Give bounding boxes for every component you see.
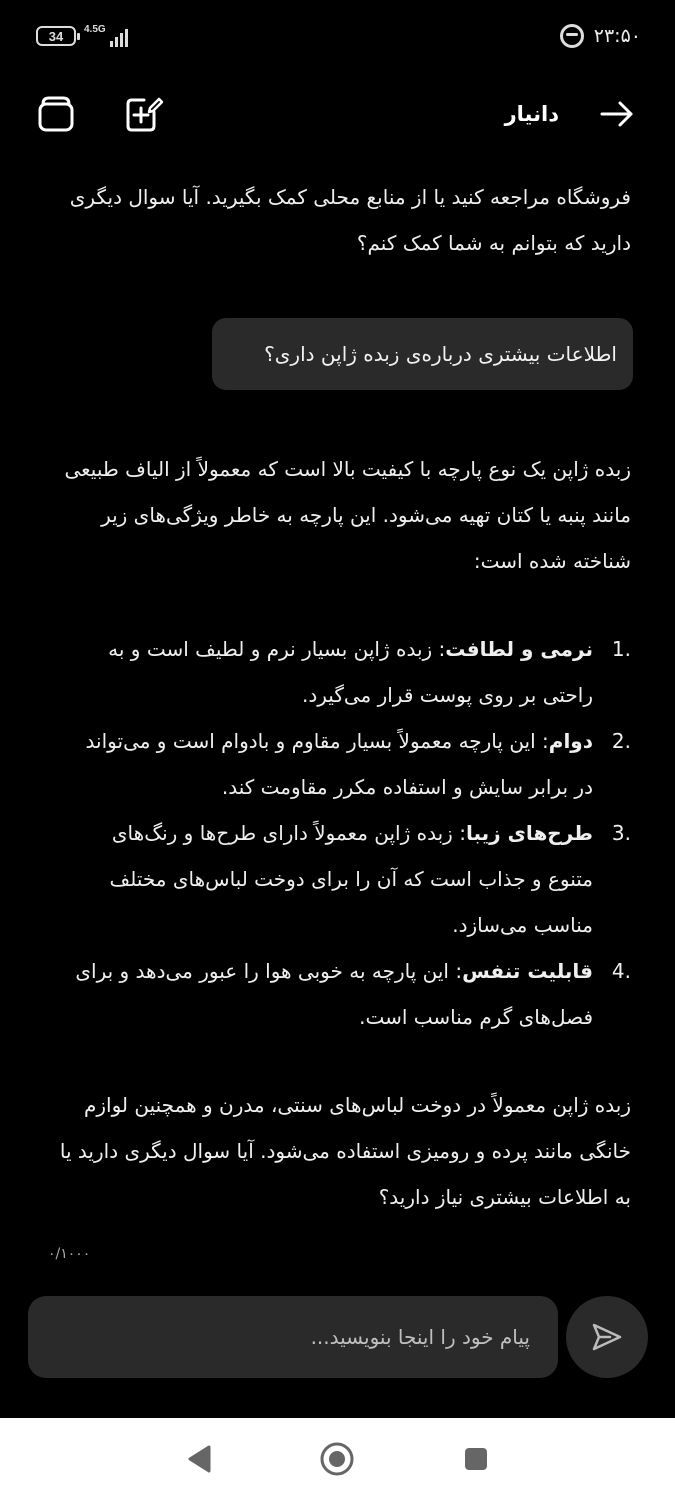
history-button[interactable] — [34, 92, 78, 136]
user-message: اطلاعات بیشتری درباره‌ی زبده ژاپن داری؟ — [212, 318, 633, 390]
page-title: دانیار — [504, 102, 559, 126]
new-chat-icon — [124, 94, 164, 134]
recents-square-icon — [463, 1446, 489, 1472]
list-item — [70, 948, 631, 1040]
list-item — [70, 626, 631, 718]
send-icon — [590, 1322, 624, 1352]
list-number: 2. — [611, 729, 631, 753]
answer-intro: زبده ژاپن یک نوع پارچه با کیفیت بالا است که معمولاً از الیاف طبیعی مانند پنبه یا کتان تهیه می‌شود. این پارچه به خاطر ویژگی‌های زیر شناخته شده است: — [64, 457, 631, 573]
list-item-title: نرمی و لطافت — [445, 637, 593, 661]
list-item-text — [70, 810, 593, 948]
list-number: 4. — [611, 959, 631, 983]
list-item-title: طرح‌های زیبا — [465, 821, 593, 845]
message-input-container[interactable] — [28, 1296, 558, 1378]
chat-thread[interactable] — [0, 160, 675, 1240]
char-counter: ۰/۱۰۰۰ — [48, 1246, 91, 1262]
list-item — [70, 718, 631, 810]
arrow-right-icon — [599, 99, 635, 129]
send-button[interactable] — [566, 1296, 648, 1378]
battery-icon — [36, 26, 76, 46]
status-left — [36, 25, 128, 47]
message-input[interactable] — [56, 1325, 530, 1349]
header-title-group — [505, 92, 639, 136]
list-item-body: : زبده ژاپن معمولاً دارای طرح‌ها و رنگ‌های متنوع و جذاب است که آن را برای دوخت لباس‌های مختلف مناسب می‌سازد. — [109, 821, 593, 937]
list-item-title: قابلیت تنفس — [462, 959, 593, 983]
answer-list — [0, 626, 675, 1040]
list-item — [70, 810, 631, 948]
composer — [28, 1296, 648, 1378]
header-actions — [34, 92, 166, 136]
signal-icon — [84, 25, 128, 47]
list-item-body: : زبده ژاپن بسیار نرم و لطیف است و به راحتی بر روی پوست قرار می‌گیرد. — [108, 637, 593, 707]
back-triangle-icon — [186, 1444, 212, 1474]
nav-back-button[interactable] — [175, 1435, 223, 1483]
list-item-text — [70, 718, 593, 810]
list-number: 1. — [611, 637, 631, 661]
list-item-body: : این پارچه به خوبی هوا را عبور می‌دهد و برای فصل‌های گرم مناسب است. — [75, 959, 593, 1029]
system-nav-bar — [0, 1418, 675, 1500]
battery-level: 34 — [48, 28, 64, 44]
home-circle-icon — [319, 1441, 355, 1477]
nav-recents-button[interactable] — [452, 1435, 500, 1483]
list-item-body: : این پارچه معمولاً بسیار مقاوم و بادوام است و می‌تواند در برابر سایش و استفاده مکرر مقاومت کند. — [85, 729, 593, 799]
status-bar — [0, 0, 675, 72]
bot-message-previous — [0, 174, 675, 266]
network-type: 4.5G — [84, 24, 106, 35]
new-chat-button[interactable] — [122, 92, 166, 136]
bot-message-text: فروشگاه مراجعه کنید یا از منابع محلی کمک بگیرید. آیا سوال دیگری دارید که بتوانم به شما کمک کنم؟ — [69, 185, 631, 255]
chat-header — [0, 84, 675, 144]
bot-message-answer — [0, 446, 675, 1220]
list-item-text — [70, 626, 593, 718]
list-number: 3. — [611, 821, 631, 845]
clock: ۲۳:۵۰ — [593, 25, 641, 47]
status-right — [560, 24, 641, 48]
list-item-text — [70, 948, 593, 1040]
archive-box-icon — [36, 94, 76, 134]
app-notification-icon — [560, 24, 584, 48]
answer-outro: زبده ژاپن معمولاً در دوخت لباس‌های سنتی، مدرن و همچنین لوازم خانگی مانند پرده و رومیزی استفاده می‌شود. آیا سوال دیگری دارید یا به اطلاعات بیشتری نیاز دارید؟ — [59, 1093, 631, 1209]
list-item-title: دوام — [548, 729, 593, 753]
back-button[interactable] — [595, 92, 639, 136]
nav-home-button[interactable] — [313, 1435, 361, 1483]
